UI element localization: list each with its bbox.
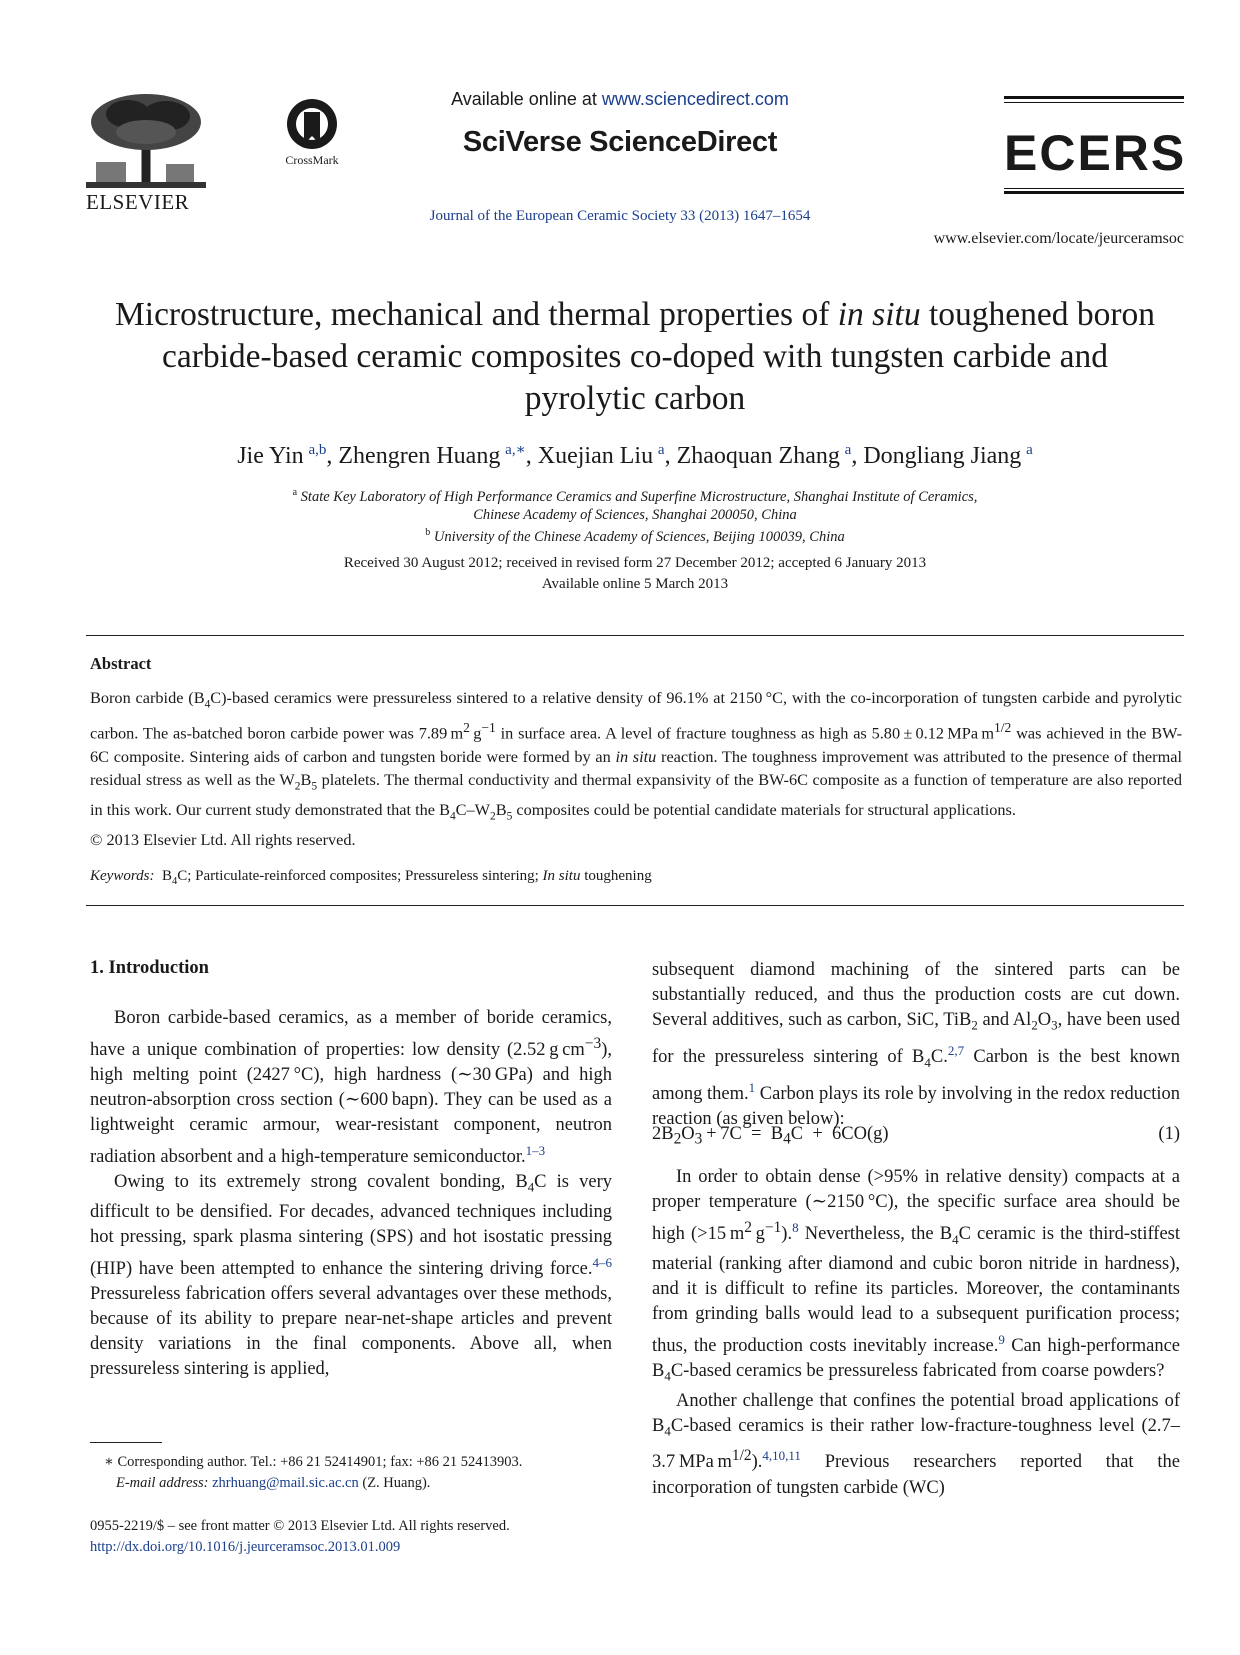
- affiliation-a-line2: Chinese Academy of Sciences, Shanghai 200050, China: [473, 507, 797, 523]
- keywords-line: Keywords: $B_4C$; Particulate-reinforced composites; Pressureless sintering; In situ toughening: [90, 868, 652, 887]
- footnote: [90, 1452, 650, 1494]
- available-online-date: Available online 5 March 2013: [541, 576, 729, 592]
- citation-link[interactable]: 4–6: [592, 1255, 612, 1270]
- left-column: [90, 1006, 612, 1382]
- author-name[interactable]: Dongliang Jiang: [863, 443, 1022, 469]
- paragraph: In order to obtain dense (>95% in relative density) compacts at a proper temperature (∼2150 °C), the specific surface area should be high (>15 $m^2$ $g^{-1}).^8$ Nevertheless, the $B_4C$ ceramic is the third-stiffest material (ranking after diamond and cubic boron nitride in hardness), and it is difficult to refine its particles. Moreover, the contaminants from grinding balls would lead to a subsequent purification process; thus, the production costs inevitably increase.$^9$ Can high-performance $B_4C$-based ceramics be pressureless fabricated from coarse powders?: [652, 1167, 1181, 1384]
- citation-link[interactable]: 8: [792, 1220, 799, 1235]
- article-title: [100, 294, 1170, 420]
- email-label: E-mail address:: [116, 1475, 213, 1491]
- crossmark-label: CrossMark: [285, 153, 339, 167]
- issn-line: 0955-2219/$ – see front matter © 2013 Elsevier Ltd. All rights reserved.: [90, 1518, 510, 1534]
- title-part1: Microstructure, mechanical and thermal properties of: [114, 296, 838, 333]
- affiliation-text: State Key Laboratory of High Performance Ceramics and Superfine Microstructure, Shanghai Institute of Ceramics,: [300, 488, 978, 505]
- citation-link[interactable]: 2,7: [947, 1042, 965, 1058]
- ecers-logo: ECERS: [1004, 125, 1187, 181]
- email-line: [90, 1473, 650, 1494]
- received-dates: Received 30 August 2012; received in revised form 27 December 2012; accepted 6 January 2013: [343, 555, 927, 571]
- citation-link[interactable]: 1: [748, 1079, 756, 1095]
- citation-link[interactable]: 1–3: [525, 1143, 546, 1159]
- affiliation-a: [100, 487, 1170, 506]
- email-link[interactable]: zhrhuang@mail.sic.ac.cn: [212, 1475, 359, 1491]
- keywords-label: Keywords:: [90, 868, 155, 884]
- abstract-bottom-rule: [86, 905, 1184, 906]
- publisher-wordmark: ELSEVIER: [86, 190, 190, 214]
- paragraph: Boron carbide-based ceramics, as a member of boride ceramics, have a unique combination of properties: low density (2.52 g $cm^{-3}$), high melting point (2427 °C), high hardness (∼30 GPa) and high neutron-absorption cross section (∼600 bapn). They can be used as a lightweight ceramic armour, wear-resistant component, neutron radiation absorbent and a high-temperature semiconductor.$^{1-3}$: [90, 1008, 612, 1168]
- author-affiliation-mark[interactable]: a,b: [308, 442, 327, 458]
- affiliation-b: [100, 527, 1170, 546]
- sciencedirect-link[interactable]: www.sciencedirect.com: [601, 89, 789, 109]
- paragraph: Owing to its extremely strong covalent bonding, $B_4C$ is very difficult to be densified. For decades, advanced techniques including hot pressing, spark plasma sintering (SPS) and hot isostatic pressing (HIP) have been attempted to enhance the sintering driving force.$^{4-6}$ Pressureless fabrication offers several advantages over these methods, because of its ability to prepare near-net-shape articles and prevent density variations in the final components. Above all, when pressureless sintering is applied,: [90, 1172, 612, 1380]
- journal-citation-link[interactable]: Journal of the European Ceramic Society 33 (2013) 1647–1654: [429, 208, 811, 224]
- journal-homepage-url[interactable]: www.elsevier.com/locate/jeurceramsoc: [933, 230, 1184, 247]
- available-online-prefix: Available online at: [451, 89, 602, 109]
- abstract-heading: Abstract: [90, 654, 152, 673]
- author-affiliation-mark[interactable]: a: [844, 442, 852, 458]
- corresponding-author-note: ∗ Corresponding author. Tel.: +86 21 52414901; fax: +86 21 52413903.: [104, 1454, 523, 1470]
- crossmark-icon[interactable]: [282, 98, 342, 154]
- abstract-top-rule: [86, 635, 1184, 636]
- abstract-body: [90, 686, 1182, 851]
- author-affiliation-mark[interactable]: a,∗: [505, 442, 526, 458]
- author-affiliation-mark[interactable]: a: [657, 442, 665, 458]
- title-part2: toughened boron carbide-based ceramic composites co-doped with tungsten carbide and pyrolytic carbon: [161, 296, 1156, 417]
- logo-rule: [1004, 102, 1184, 103]
- affiliation-mark: b: [425, 527, 431, 538]
- logo-rule: [1004, 96, 1184, 99]
- article-dates: [100, 553, 1170, 595]
- available-online-line: [400, 89, 840, 110]
- equation-number: (1): [1158, 1124, 1180, 1144]
- equation-text: $2B_2O_3 + 7C = B_4C + 6CO(g)$: [652, 1124, 889, 1148]
- logo-rule: [1004, 188, 1184, 189]
- front-matter-footer: [90, 1516, 690, 1558]
- right-column-bottom: [652, 1165, 1180, 1501]
- author-list: Jie Yin $^{a,b}$, Zhengren Huang $^{a,∗}$, Xuejian Liu $^a$, Zhaoquan Zhang $^a$, Dongliang Jiang $^a$: [237, 442, 1033, 469]
- citation-link[interactable]: 9: [998, 1331, 1005, 1347]
- section-heading: 1. Introduction: [90, 958, 209, 978]
- author-name[interactable]: Zhengren Huang: [338, 443, 501, 469]
- logo-rule: [1004, 191, 1184, 194]
- doi-link[interactable]: http://dx.doi.org/10.1016/j.jeurceramsoc.2013.01.009: [90, 1539, 401, 1555]
- title-italic: in situ: [837, 296, 921, 333]
- equation-1: [652, 1124, 1180, 1149]
- email-suffix: (Z. Huang).: [358, 1475, 431, 1491]
- author-name[interactable]: Jie Yin: [237, 443, 304, 469]
- paragraph: Another challenge that confines the potential broad applications of $B_4C$-based ceramics is their rather low-fracture-toughness level (2.7–3.7 MPa $m^{1/2}).^{4,10,11}$ Previous researchers reported that the incorporation of tungsten carbide (WC): [652, 1390, 1180, 1498]
- citation-link[interactable]: 4,10,11: [762, 1448, 801, 1464]
- footnote-rule: [90, 1442, 162, 1443]
- affiliation-mark: a: [292, 487, 298, 498]
- elsevier-tree-logo: [86, 92, 206, 188]
- affiliation-text: University of the Chinese Academy of Sciences, Beijing 100039, China: [433, 528, 845, 545]
- author-name[interactable]: Zhaoquan Zhang: [676, 443, 840, 469]
- right-column-top: [652, 958, 1180, 1132]
- abstract-paragraph: Boron carbide $(B_4C)$-based ceramics were pressureless sintered to a relative density of 96.1% at 2150 °C, with the co-incorporation of tungsten carbide and pyrolytic carbon. The as-batched boron carbide power was 7.89 $m^2$ $g^{-1}$ in surface area. A level of fracture toughness as high as 5.80 ± 0.12 MPa $m^{1/2}$ was achieved in the BW-6C composite. Sintering aids of carbon and tungsten boride were formed by an in situ reaction. The toughness improvement was attributed to the presence of thermal residual stress as well as the $W_2B_5$ platelets. The thermal conductivity and thermal expansivity of the BW-6C composite as a function of temperature are also reported in this work. Our current study demonstrated that the $B_4C-W_2B_5$ composites could be potential candidate materials for structural applications.: [90, 688, 1183, 823]
- author-affiliation-mark[interactable]: a: [1026, 442, 1033, 458]
- abstract-copyright: © 2013 Elsevier Ltd. All rights reserved.: [90, 830, 356, 850]
- author-name[interactable]: Xuejian Liu: [537, 443, 654, 469]
- platform-name: SciVerse ScienceDirect: [462, 126, 778, 158]
- paragraph: subsequent diamond machining of the sintered parts can be substantially reduced, and thus the production costs are cut down. Several additives, such as carbon, SiC, TiB$_2$ and $Al_2O_3$, have been used for the pressureless sintering of $B_4C.^{2,7}$ Carbon is the best known among them.$^1$ Carbon plays its role by involving in the redox reduction reaction (as given below):: [652, 960, 1180, 1129]
